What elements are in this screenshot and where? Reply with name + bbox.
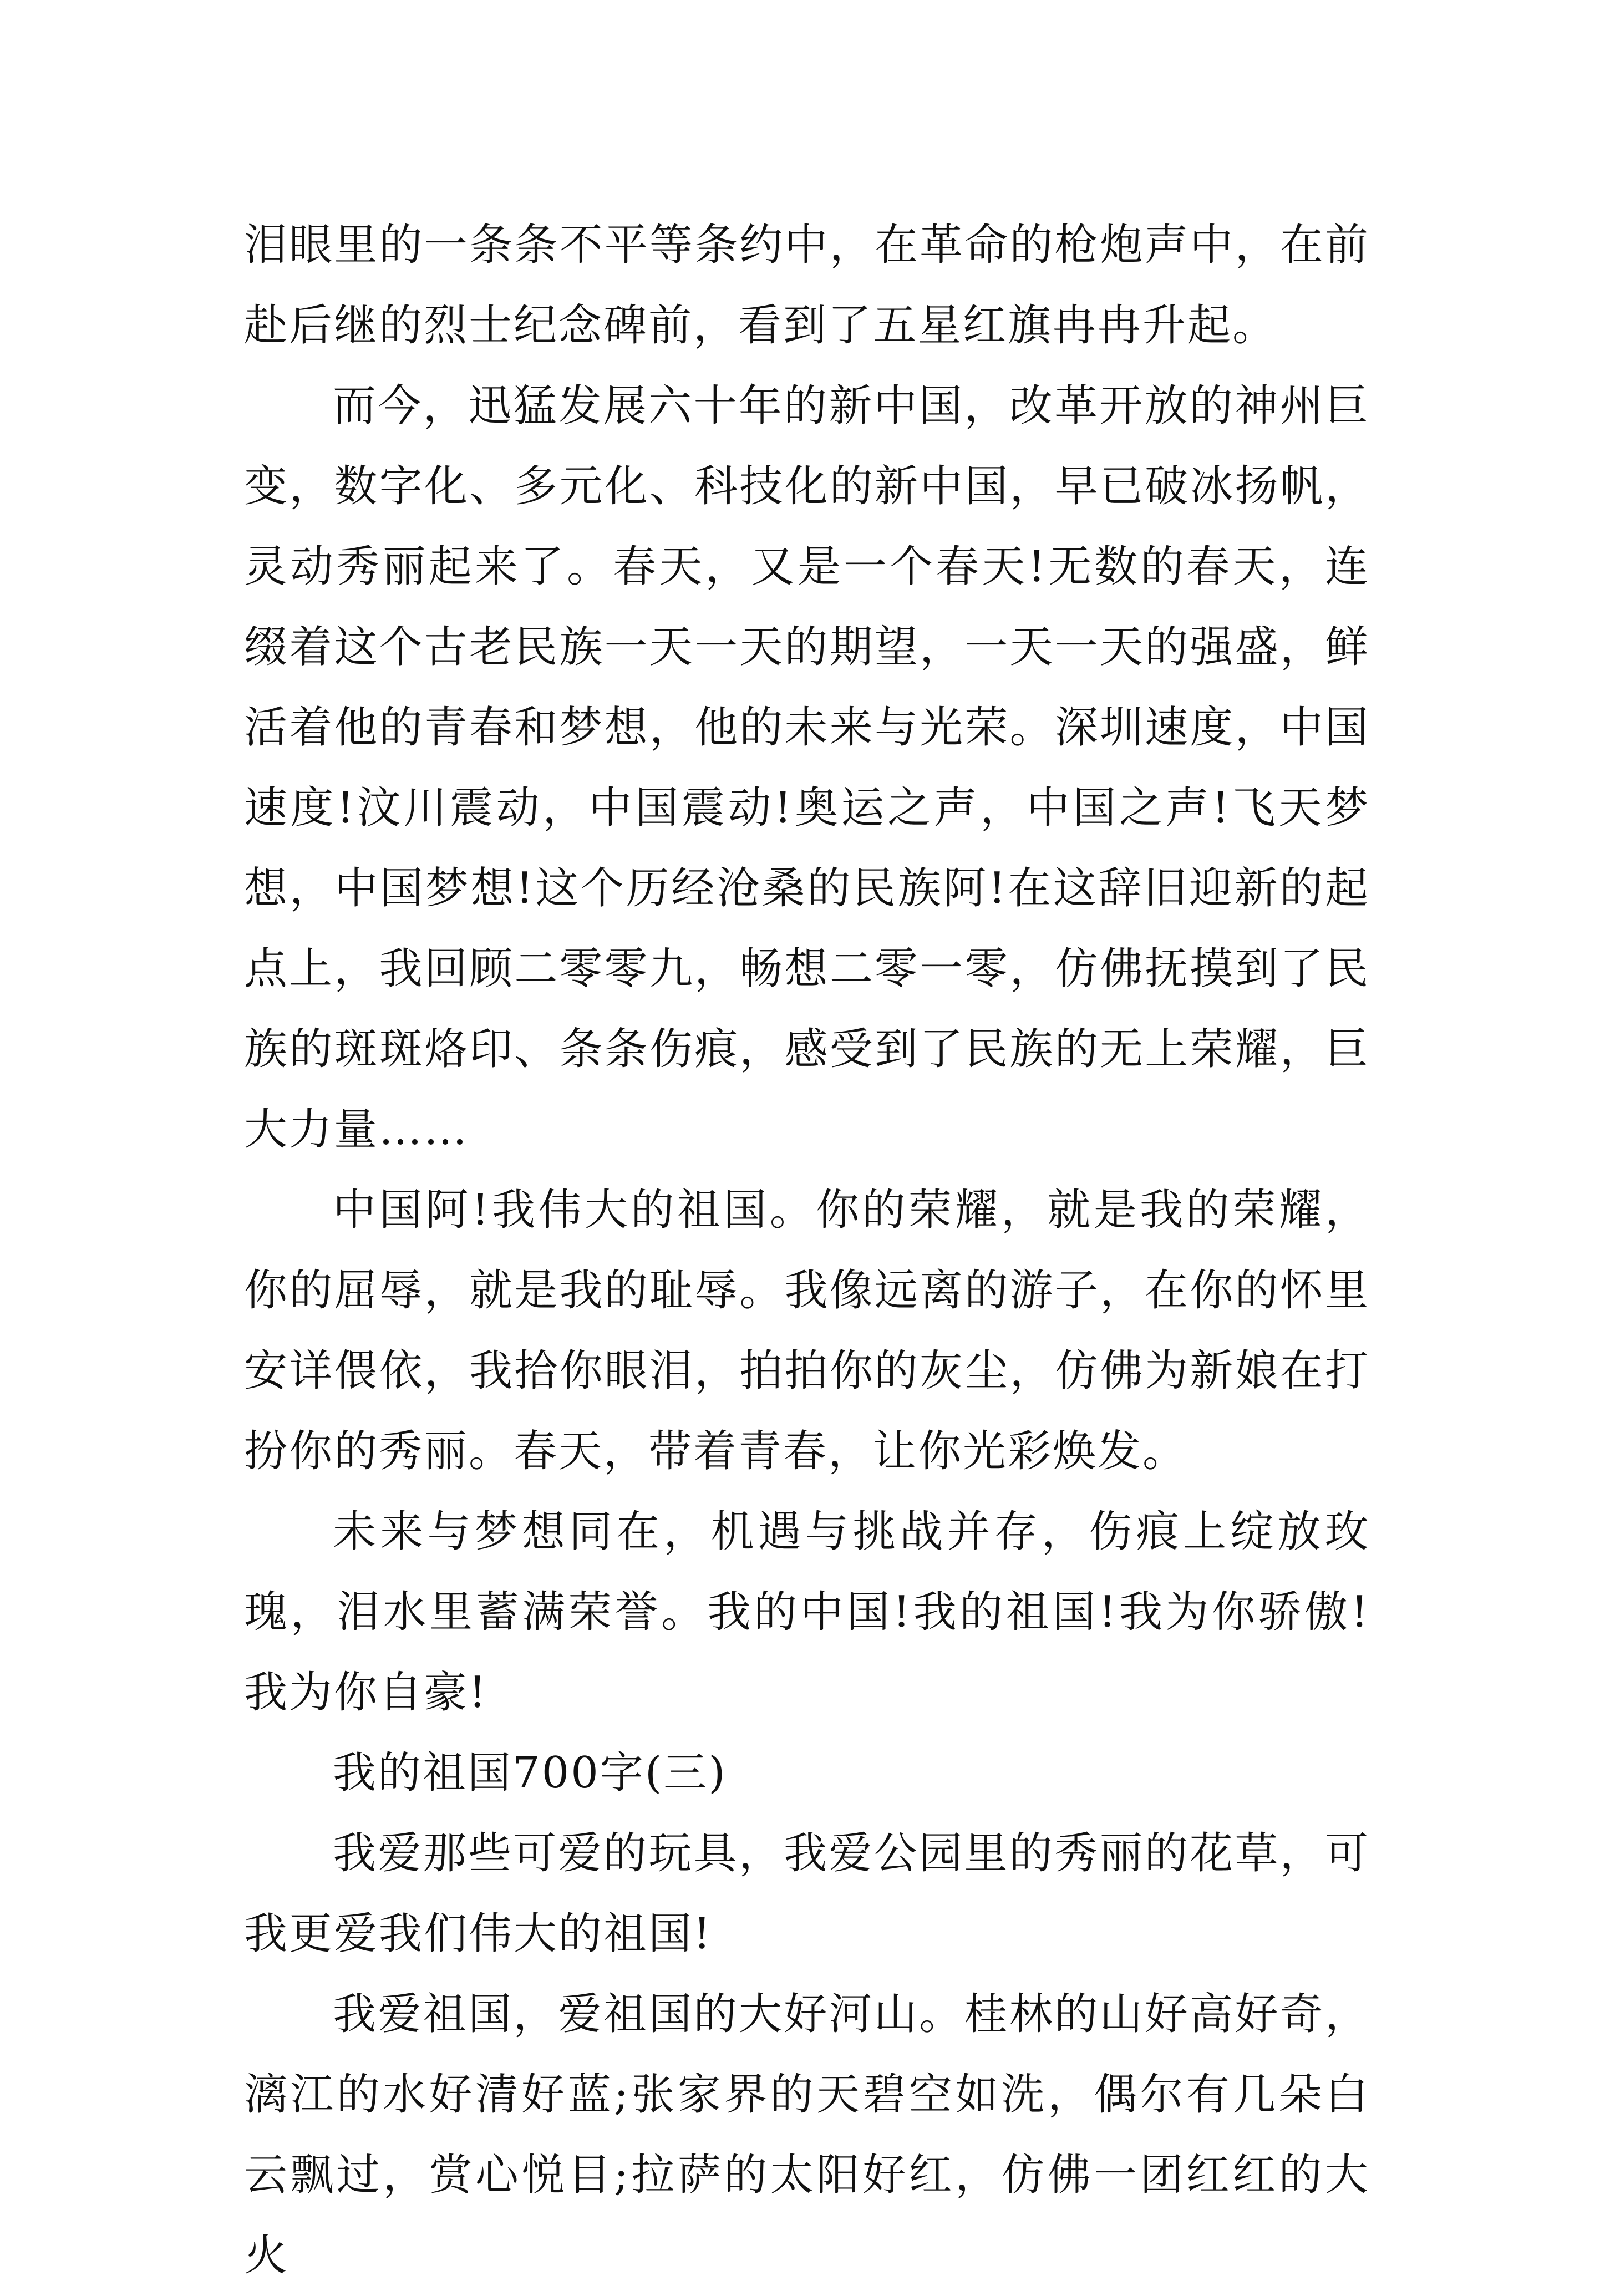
paragraph: 中国阿!我伟大的祖国。你的荣耀，就是我的荣耀，你的屈辱，就是我的耻辱。我像远离的游子，在你的怀里安详偎依，我拾你眼泪，拍拍你的灰尘，仿佛为新娘在打扮你的秀丽。春天，带着青春，让你光彩焕发。 — [244, 1185, 1370, 1476]
paragraph: 我爱祖国，爱祖国的大好河山。桂林的山好高好奇，漓江的水好清好蓝;张家界的天碧空如洗，偶尔有几朵白云飘过，赏心悦目;拉萨的太阳好红，仿佛一团红红的大火 — [244, 1989, 1370, 2280]
paragraph: 我爱那些可爱的玩具，我爱公园里的秀丽的花草，可我更爱我们伟大的祖国! — [244, 1828, 1370, 1959]
section-heading: 我的祖国700字(三) — [333, 1748, 727, 1798]
document-body — [244, 205, 1370, 2296]
paragraph: 泪眼里的一条条不平等条约中，在革命的枪炮声中，在前赴后继的烈士纪念碑前，看到了五星红旗冉冉升起。 — [244, 220, 1370, 351]
paragraph: 而今，迅猛发展六十年的新中国，改革开放的神州巨变，数字化、多元化、科技化的新中国，早已破冰扬帆，灵动秀丽起来了。春天，又是一个春天!无数的春天，连缀着这个古老民族一天一天的期望，一天一天的强盛，鲜活着他的青春和梦想，他的未来与光荣。深圳速度，中国速度!汶川震动，中国震动!奥运之声，中国之声!飞天梦想，中国梦想!这个历经沧桑的民族阿!在这辞旧迎新的起点上，我回顾二零零九，畅想二零一零，仿佛抚摸到了民族的斑斑烙印、条条伤痕，感受到了民族的无上荣耀，巨大力量…… — [244, 381, 1370, 1155]
paragraph: 未来与梦想同在，机遇与挑战并存，伤痕上绽放玫瑰，泪水里蓄满荣誉。我的中国!我的祖国!我为你骄傲!我为你自豪! — [244, 1507, 1370, 1718]
